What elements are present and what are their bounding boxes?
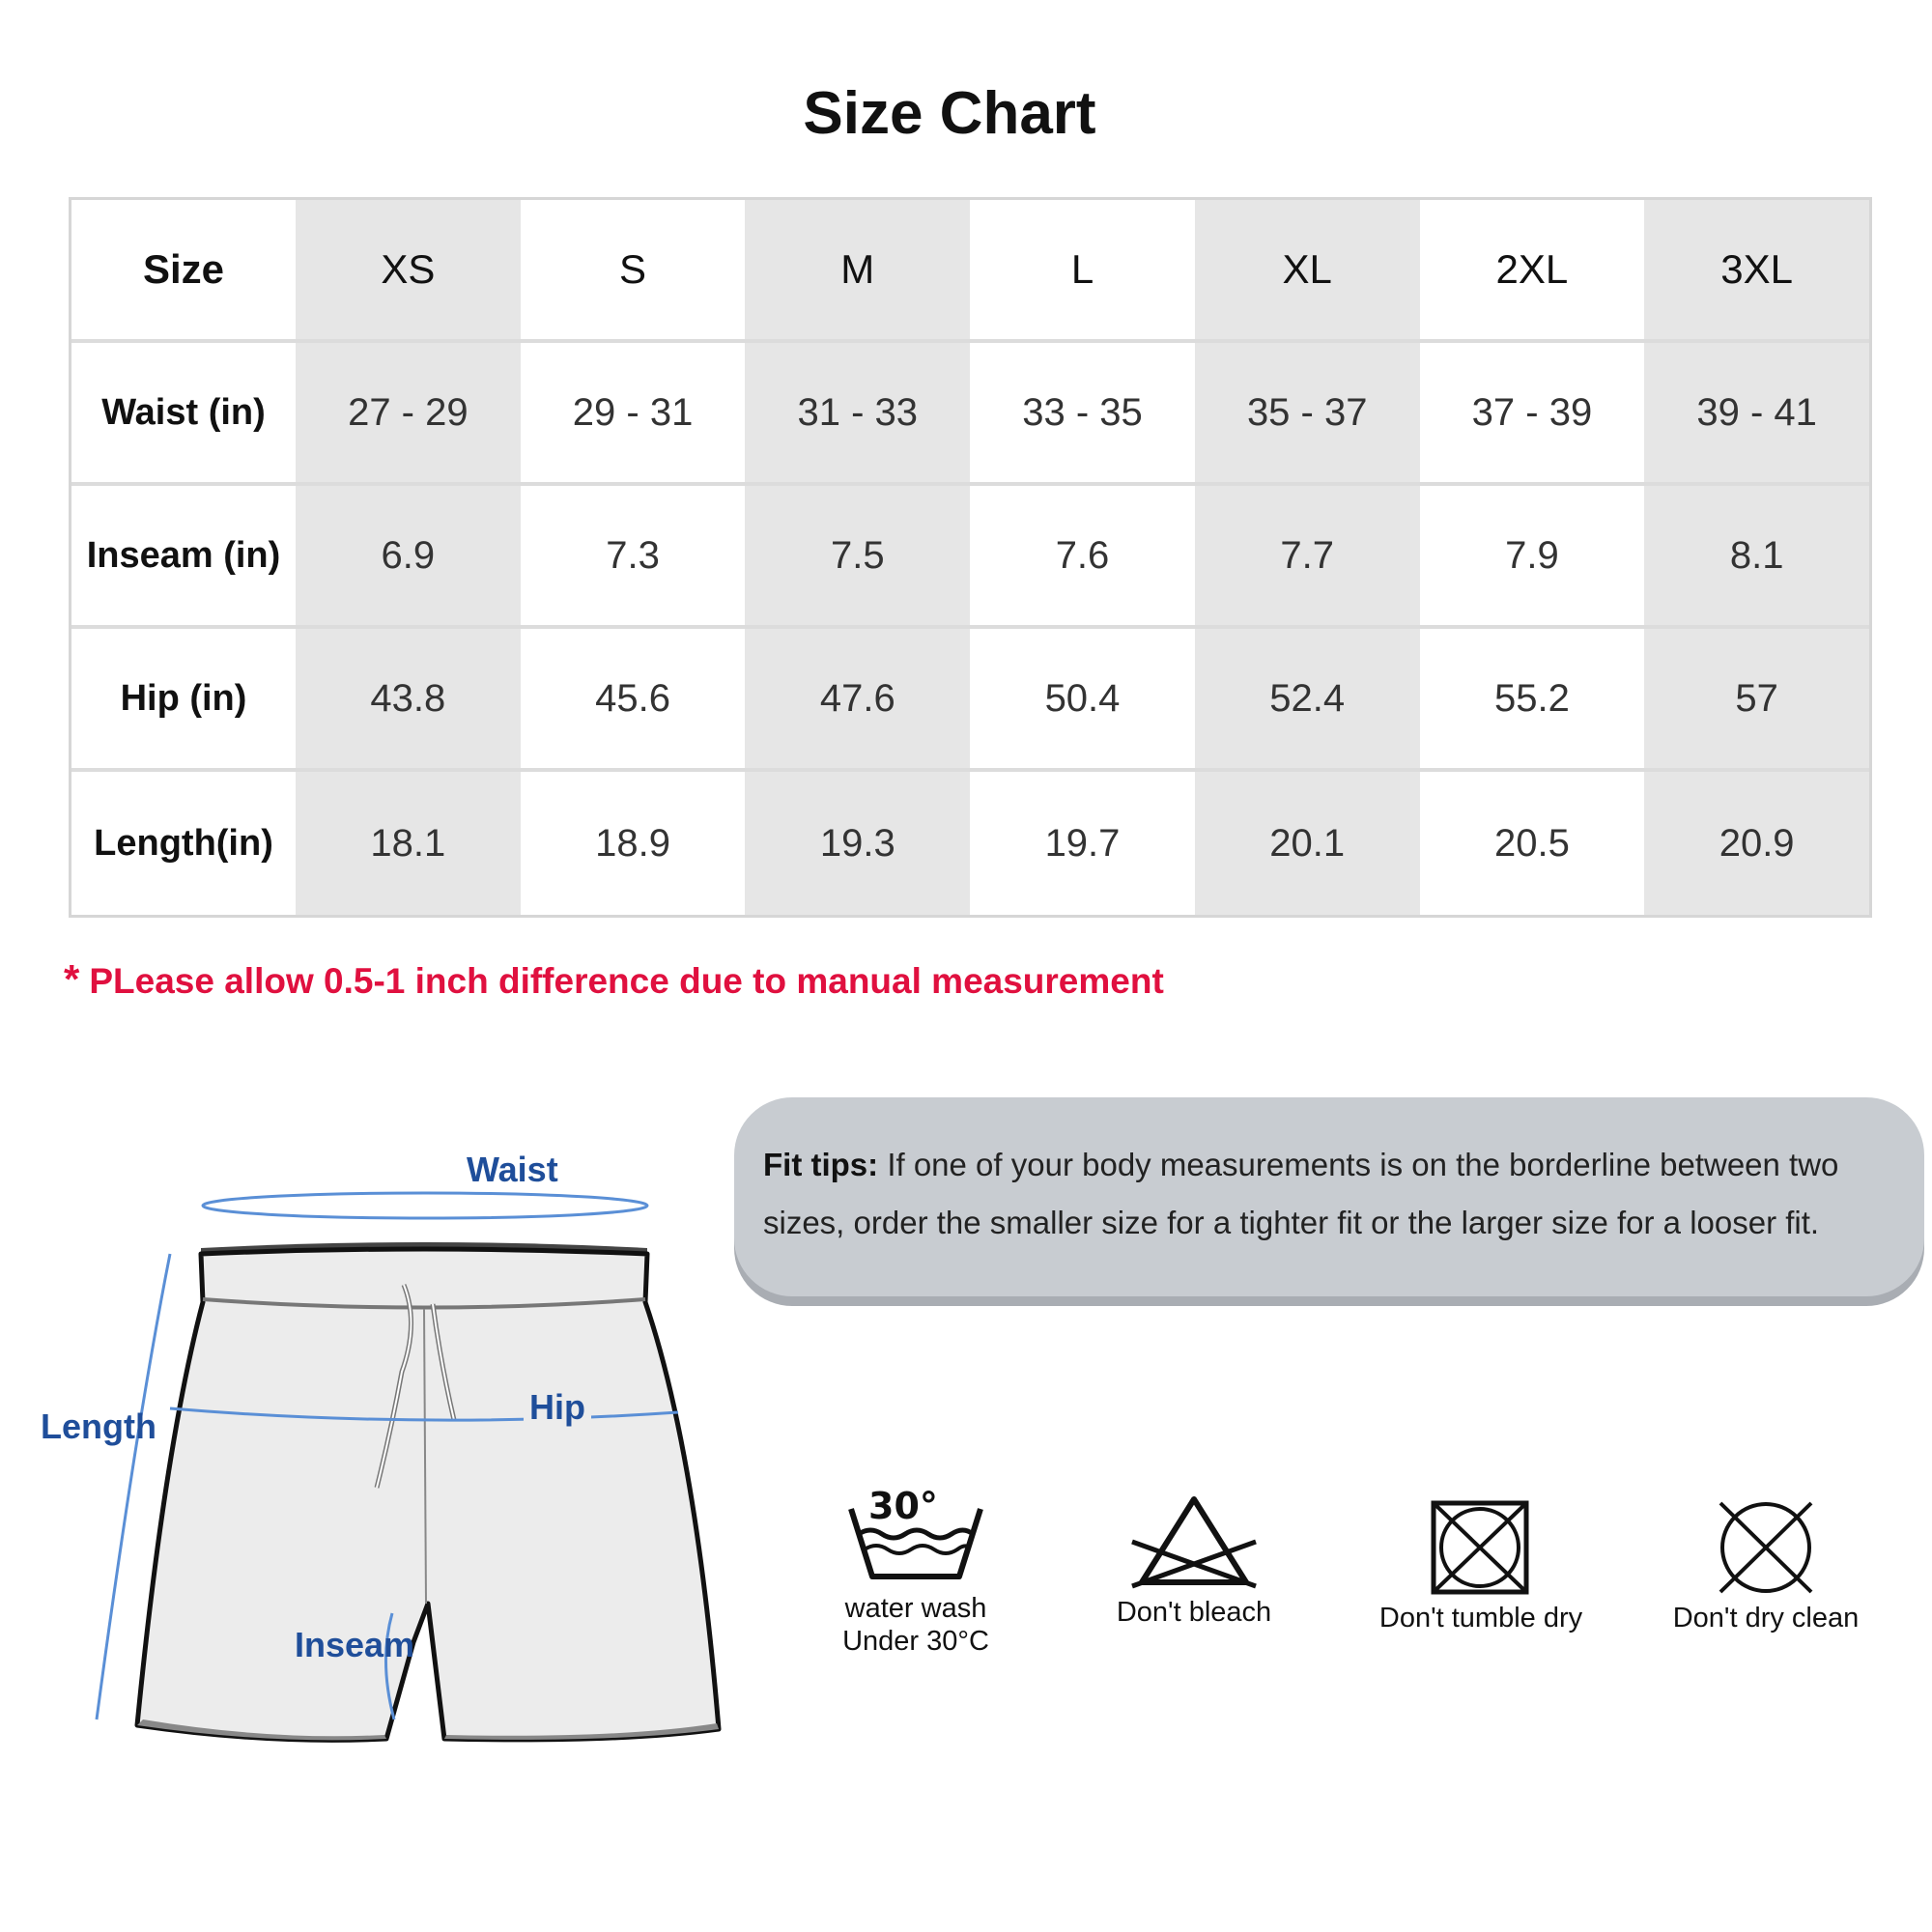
page-title: Size Chart (803, 80, 1096, 147)
table-cell: 33 - 35 (970, 343, 1195, 486)
table-cell: 20.9 (1644, 772, 1869, 915)
care-no-dry-clean (1621, 1499, 1911, 1634)
row-label-inseam: Inseam (in) (71, 486, 296, 629)
size-header-m: M (745, 200, 970, 343)
row-label-size: Size (71, 200, 296, 343)
no-tumble-dry-icon (1428, 1499, 1534, 1596)
size-header-3xl: 3XL (1644, 200, 1869, 343)
table-cell: 7.5 (745, 486, 970, 629)
table-cell: 45.6 (521, 629, 746, 772)
table-cell: 7.6 (970, 486, 1195, 629)
table-cell: 7.9 (1420, 486, 1645, 629)
size-header-xl: XL (1195, 200, 1420, 343)
care-label-no-dry-clean: Don't dry clean (1672, 1603, 1860, 1634)
table-cell: 39 - 41 (1644, 343, 1869, 486)
table-cell: 7.3 (521, 486, 746, 629)
table-cell: 20.1 (1195, 772, 1420, 915)
care-label-water-wash (771, 1592, 1061, 1658)
no-dry-clean-icon (1713, 1499, 1819, 1596)
measurement-note (64, 956, 1164, 1003)
table-cell: 55.2 (1420, 629, 1645, 772)
shorts-diagram (29, 1140, 734, 1758)
hip-label: Hip (524, 1387, 591, 1428)
fit-tips-label: Fit tips: (763, 1147, 879, 1182)
table-cell: 31 - 33 (745, 343, 970, 486)
size-table (69, 197, 1872, 918)
care-water-wash (771, 1480, 1061, 1658)
table-cell: 35 - 37 (1195, 343, 1420, 486)
inseam-label: Inseam (295, 1625, 415, 1664)
table-cell: 18.1 (296, 772, 521, 915)
care-label-line: Under 30°C (842, 1626, 989, 1657)
table-cell: 29 - 31 (521, 343, 746, 486)
table-cell: 27 - 29 (296, 343, 521, 486)
note-text: PLease allow 0.5-1 inch difference due to manual measurement (89, 961, 1164, 1001)
table-cell: 6.9 (296, 486, 521, 629)
table-cell: 19.7 (1044, 821, 1121, 865)
shorts-illustration (29, 1140, 734, 1758)
size-header-s: S (521, 200, 746, 343)
waist-label: Waist (457, 1150, 568, 1190)
care-no-tumble-dry (1336, 1499, 1626, 1634)
care-no-bleach (1049, 1493, 1339, 1629)
care-label-no-tumble-dry: Don't tumble dry (1378, 1603, 1583, 1634)
table-cell: 8.1 (1644, 486, 1869, 629)
table-cell: 52.4 (1195, 629, 1420, 772)
length-label: Length (41, 1406, 156, 1446)
size-header-xs: XS (296, 200, 521, 343)
care-label-no-bleach: Don't bleach (1116, 1597, 1272, 1628)
size-header-l: L (970, 200, 1195, 343)
table-cell: 18.9 (595, 821, 670, 865)
table-cell: 50.4 (970, 629, 1195, 772)
table-cell: 19.3 (745, 772, 970, 915)
table-cell: 20.5 (1493, 821, 1570, 865)
wash-temp: 30° (868, 1485, 938, 1527)
table-cell: 47.6 (745, 629, 970, 772)
table-cell: 37 - 39 (1420, 343, 1645, 486)
table-cell: 57 (1644, 629, 1869, 772)
water-wash-30-icon (843, 1480, 988, 1586)
fit-tips-box (734, 1097, 1924, 1296)
care-label-line: water wash (844, 1593, 987, 1624)
row-label-length: Length(in) (94, 822, 273, 864)
fit-tips-text: If one of your body measurements is on the borderline between two sizes, order the smaller size for a tighter fit or the larger size for a looser fit. (763, 1147, 1839, 1240)
table-cell: 7.7 (1195, 486, 1420, 629)
asterisk-icon: * (64, 956, 80, 1002)
row-label-hip: Hip (in) (71, 629, 296, 772)
table-cell: 43.8 (296, 629, 521, 772)
no-bleach-icon (1126, 1493, 1262, 1590)
row-label-waist: Waist (in) (71, 343, 296, 486)
size-header-2xl: 2XL (1420, 200, 1645, 343)
